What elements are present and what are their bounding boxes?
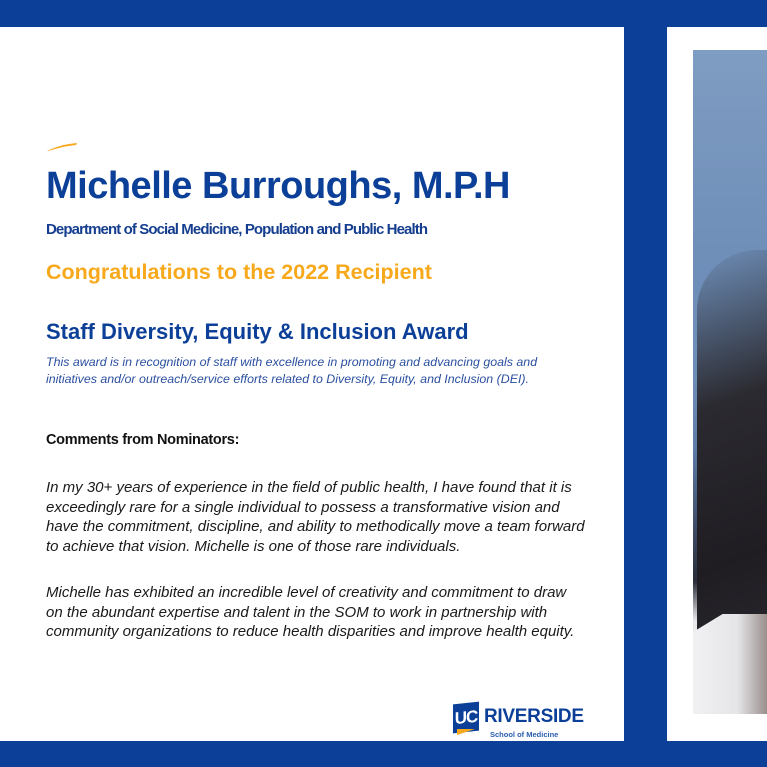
- honoree-department: Department of Social Medicine, Population and Public Health: [46, 221, 428, 238]
- award-description: This award is in recognition of staff with excellence in promoting and advancing goals and initiatives and/or outreach/service efforts related to Diversity, Equity, and Inclusion (DEI).: [46, 355, 538, 386]
- nominator-comment: In my 30+ years of experience in the field of public health, I have found that it is exceedingly rare for a single individual to possess a transformative vision and have the commitment, discipline, and ability to methodically move a team forward to achieve that vision. Michelle is one of those rare individuals.: [46, 479, 585, 555]
- swoosh-accent-icon: [47, 143, 77, 151]
- award-card: [0, 27, 624, 741]
- photo-shirt-region: [693, 614, 767, 714]
- photo-card: [667, 27, 767, 741]
- award-title: Staff Diversity, Equity & Inclusion Award: [46, 319, 469, 344]
- honoree-name: Michelle Burroughs, M.P.H: [46, 165, 510, 207]
- portrait-photo: [693, 50, 767, 714]
- logo-subtitle: School of Medicine: [490, 730, 559, 739]
- ucr-som-logo: [453, 703, 583, 743]
- nominator-comment: Michelle has exhibited an incredible level of creativity and commitment to draw on the abundant expertise and talent in the SOM to work in partnership with community organizations to reduce health disparities and improve health equity.: [46, 584, 575, 640]
- uc-logo-mark: UC: [453, 702, 479, 734]
- congratulations-heading: Congratulations to the 2022 Recipient: [46, 260, 432, 284]
- logo-wordmark: RIVERSIDE: [484, 706, 584, 727]
- comments-heading: Comments from Nominators:: [46, 432, 240, 448]
